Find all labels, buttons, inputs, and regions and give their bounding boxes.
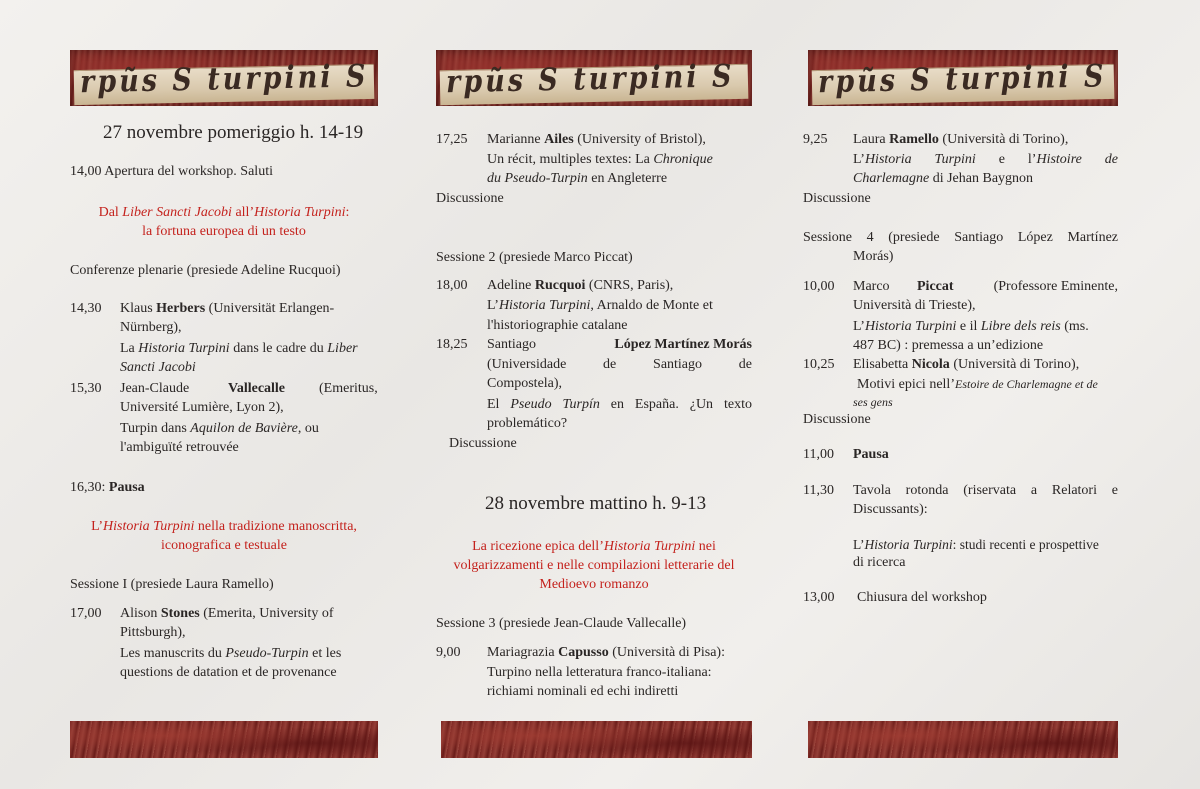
speaker-nicola: Elisabetta Nicola (Università di Torino), — [853, 357, 1080, 372]
talk-title-ailes: Un récit, multiples textes: La Chronique — [487, 152, 713, 167]
speaker-herbers: Klaus Herbers (Universität Erlangen- — [120, 301, 335, 316]
speaker-vallecalle-aff: Université Lumière, Lyon 2), — [120, 400, 284, 415]
talk-title-vallecalle: Turpin dans Aquilon de Bavière, ou — [120, 421, 319, 436]
time-1530: 15,30 — [70, 381, 102, 396]
speaker-ailes: Marianne Ailes (University of Bristol), — [487, 132, 706, 147]
section-title-2: L’Historia Turpini nella tradizione manoscritta, iconografica e testuale — [91, 519, 357, 553]
discussione-1: Discussione — [436, 191, 504, 206]
session-3-header: Sessione 3 (presiede Jean-Claude Vallecalle) — [436, 616, 687, 631]
pausa-1: 16,30: Pausa — [70, 480, 145, 495]
talk-title-stones: Les manuscrits du Pseudo-Turpin et les — [120, 646, 342, 661]
talk-title-nicola: Motivi epici nell’Estoire de Charlemagne et de — [857, 377, 1098, 392]
talk-title-capusso-2: richiami nominali ed echi indiretti — [487, 684, 679, 699]
talk-title-rucquoi: L’Historia Turpini, Arnaldo de Monte et — [487, 298, 713, 313]
date-header-day1: 27 novembre pomeriggio h. 14-19 — [103, 122, 364, 143]
talk-title-lopez: El Pseudo Turpín en España. ¿Un texto — [487, 397, 752, 412]
talk-title-stones-2: questions de datation et de provenance — [120, 665, 337, 680]
plenary-header: Conferenze plenarie (presiede Adeline Rucquoi) — [70, 263, 341, 278]
speaker-capusso: Mariagrazia Capusso (Università di Pisa): — [487, 645, 725, 660]
speaker-piccat-aff: Università di Trieste), — [853, 298, 976, 313]
speaker-stones: Alison Stones (Emerita, University of — [120, 606, 334, 621]
tavola-title-2: di ricerca — [853, 555, 906, 570]
closing: Chiusura del workshop — [857, 590, 987, 605]
session-4-header: Sessione 4 (presiede Santiago López Martínez Morás) — [803, 230, 1118, 264]
talk-title-piccat-2: 487 BC) : premessa a un’edizione — [853, 338, 1044, 353]
speaker-stones-aff: Pittsburgh), — [120, 625, 186, 640]
session-1-header: Sessione I (presiede Laura Ramello) — [70, 577, 274, 592]
time-1825: 18,25 — [436, 337, 468, 352]
tavola-rotonda-2: Discussants): — [853, 502, 928, 517]
time-1025: 10,25 — [803, 357, 835, 372]
discussione-4: Discussione — [803, 412, 871, 427]
talk-title-capusso: Turpino nella letteratura franco-italiana: — [487, 665, 712, 680]
talk-title-ailes-2: du Pseudo-Turpin en Angleterre — [487, 171, 668, 186]
discussione-3: Discussione — [803, 191, 871, 206]
time-1000: 10,00 — [803, 279, 835, 294]
section-title-1: Dal Liber Sancti Jacobi all’Historia Turpini: la fortuna europea di un testo — [98, 205, 350, 239]
tavola-rotonda: Tavola rotonda (riservata a Relatori e — [853, 483, 1118, 498]
footer-band-2 — [441, 721, 752, 758]
time-0925: 9,25 — [803, 132, 828, 147]
time-1100: 11,00 — [803, 447, 834, 462]
banner-text: rpũs S turpini S — [817, 58, 1107, 101]
speaker-lopez-aff-2: Compostela), — [487, 376, 563, 391]
tavola-title: L’Historia Turpini: studi recenti e prospettive — [853, 537, 1099, 552]
session-2-header: Sessione 2 (presiede Marco Piccat) — [436, 250, 633, 265]
talk-title-rucquoi-2: l'historiographie catalane — [487, 318, 628, 333]
discussione-2: Discussione — [449, 436, 517, 451]
banner-text: rpũs S turpini S — [445, 58, 735, 101]
section-title-3: La ricezione epica dell’Historia Turpini nei volgarizzamenti e nelle compilazioni letterarie del Medioevo romanzo — [453, 539, 735, 592]
speaker-rucquoi: Adeline Rucquoi (CNRS, Paris), — [487, 278, 674, 293]
talk-title-lopez-2: problemático? — [487, 416, 568, 431]
time-1300: 13,00 — [803, 590, 835, 605]
manuscript-banner-1 — [70, 50, 378, 106]
time-1430: 14,30 — [70, 301, 102, 316]
pausa-2: Pausa — [853, 447, 889, 462]
speaker-ramello: Laura Ramello (Università di Torino), — [853, 132, 1069, 147]
speaker-herbers-aff: Nürnberg), — [120, 320, 182, 335]
time-1725: 17,25 — [436, 132, 468, 147]
talk-title-ramello-2: Charlemagne di Jehan Baygnon — [853, 171, 1034, 186]
manuscript-banner-2 — [436, 50, 752, 106]
time-0900: 9,00 — [436, 645, 461, 660]
footer-band-1 — [70, 721, 378, 758]
talk-title-herbers-2: Sancti Jacobi — [120, 360, 196, 375]
opening-line: 14,00 Apertura del workshop. Saluti — [70, 164, 273, 179]
date-header-day2: 28 novembre mattino h. 9-13 — [485, 493, 707, 514]
banner-text: rpũs S turpini S — [79, 58, 369, 101]
talk-title-ramello: L’Historia Turpini e l’Histoire de — [853, 152, 1118, 167]
time-1130: 11,30 — [803, 483, 834, 498]
time-1800: 18,00 — [436, 278, 468, 293]
time-1700: 17,00 — [70, 606, 102, 621]
talk-title-vallecalle-2: l'ambiguïté retrouvée — [120, 440, 239, 455]
talk-title-nicola-2: ses gens — [853, 395, 893, 409]
speaker-lopez-aff: (Universidade de Santiago de — [487, 357, 752, 372]
footer-band-3 — [808, 721, 1118, 758]
talk-title-herbers: La Historia Turpini dans le cadre du Liber — [120, 341, 358, 356]
talk-title-piccat: L’Historia Turpini e il Libre dels reis (ms. — [853, 319, 1089, 334]
manuscript-banner-3 — [808, 50, 1118, 106]
